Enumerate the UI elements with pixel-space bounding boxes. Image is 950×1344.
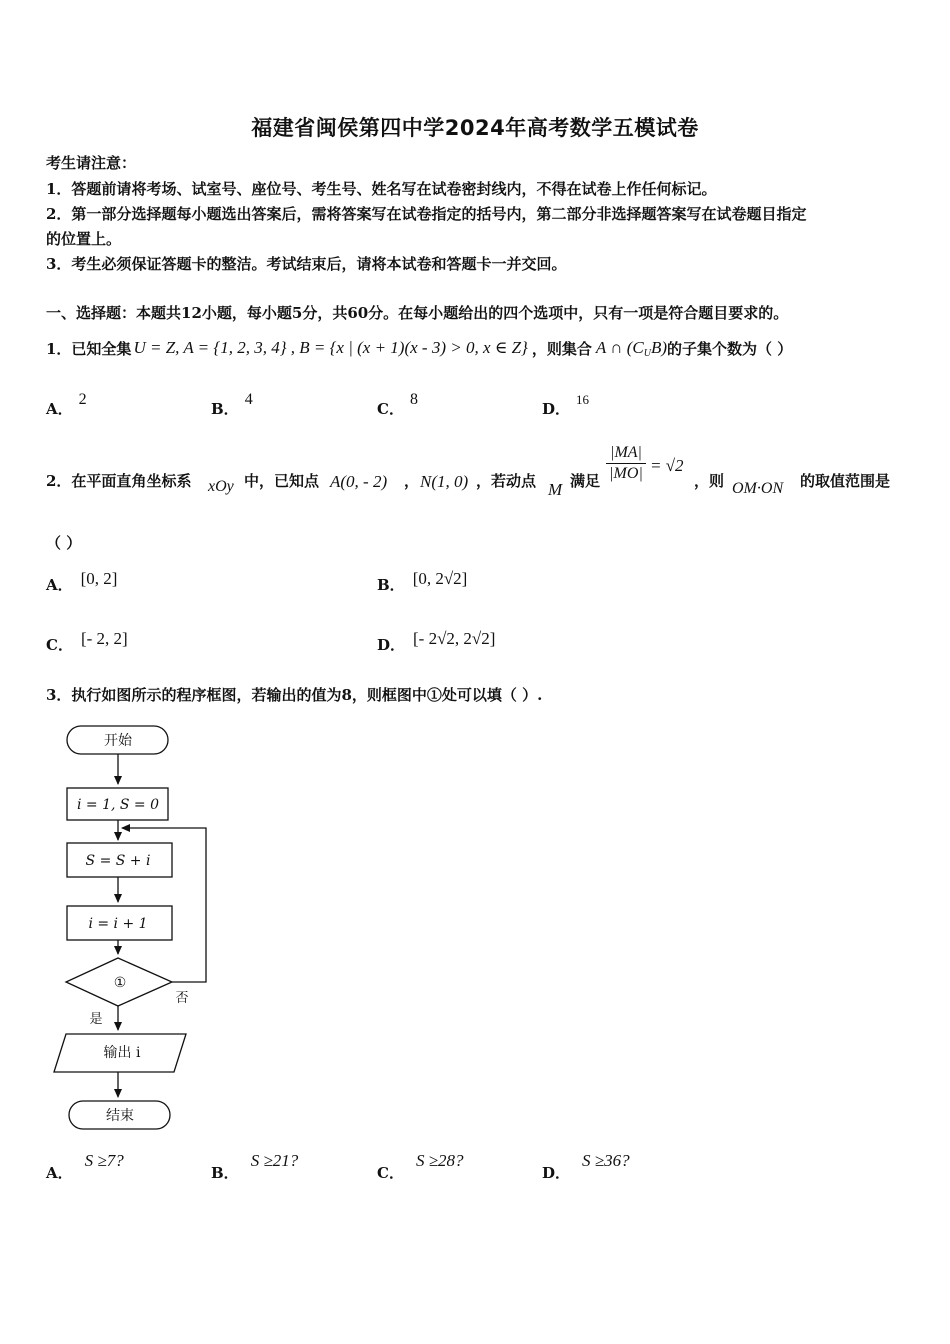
q2-prefix: 2．在平面直角坐标系 <box>46 472 192 490</box>
flow-step1-label: S = S + i <box>85 853 151 869</box>
q2-dot-product: OM·ON <box>732 480 784 497</box>
flow-start-label: 开始 <box>104 733 132 749</box>
q2-fraction-numerator: |MA| <box>606 444 646 464</box>
q2-option-d[interactable]: D． [- 2√2, 2√2] <box>377 629 496 654</box>
q2-point-a: A(0, - 2) <box>330 472 388 491</box>
flow-no-label: 否 <box>175 991 189 1006</box>
q2-text-1: 中，已知点 <box>244 472 320 490</box>
notice-item-3: 3．考生必须保证答题卡的整洁。考试结束后，请将本试卷和答题卡一并交回。 <box>46 255 567 273</box>
notice-item-1: 1．答题前请将考场、试室号、座位号、考生号、姓名写在试卷密封线内，不得在试卷上作任何标记。 <box>46 180 717 198</box>
q1-set-expr: A ∩ (C <box>595 338 644 357</box>
flow-output-label: 输出 i <box>103 1045 141 1061</box>
flow-yes-label: 是 <box>89 1012 103 1027</box>
q2-point-m: M <box>548 480 563 499</box>
question-3: 3．执行如图所示的程序框图，若输出的值为8，则框图中①处可以填（ ）. <box>46 686 543 704</box>
q2-text-3: 满足 <box>570 472 601 490</box>
q2-text-5: 的取值范围是 <box>800 472 891 490</box>
q2-option-a[interactable]: A． [0, 2] <box>46 569 118 594</box>
flow-step2-label: i = i + 1 <box>88 916 148 932</box>
q2-coord-system: xOy <box>208 478 234 495</box>
q1-option-c[interactable]: C．8 <box>377 391 418 418</box>
flow-loop-back <box>122 828 206 982</box>
q1-set-expr-end: B) <box>650 338 667 357</box>
q3-option-a[interactable]: A．S ≥7? <box>46 1151 124 1182</box>
q2-fraction-denominator: |MO| <box>609 465 643 482</box>
q3-option-c[interactable]: C．S ≥28? <box>377 1151 464 1182</box>
flow-init-label: i = 1, S = 0 <box>76 797 160 813</box>
q1-option-d[interactable]: D．16 <box>542 392 590 418</box>
q1-mid: ，则集合 <box>531 339 592 358</box>
flow-condition-label: ① <box>113 975 127 991</box>
q1-suffix: 的子集个数为（ ） <box>667 339 793 358</box>
q2-option-b[interactable]: B． [0, 2√2] <box>377 569 468 594</box>
notice-item-2: 2．第一部分选择题每小题选出答案后，需将答案写在试卷指定的括号内，第二部分非选择题答案写在试卷题目指定 <box>46 205 807 223</box>
q2-point-n: N(1, 0) <box>420 472 469 491</box>
q3-option-d[interactable]: D．S ≥36? <box>542 1151 630 1182</box>
section-heading: 一、选择题：本题共12小题，每小题5分，共60分。在每小题给出的四个选项中，只有一项是符合题目要求的。 <box>46 304 789 322</box>
q2-text-4: ，则 <box>694 472 725 490</box>
flow-end-label: 结束 <box>106 1108 134 1124</box>
q1-option-b[interactable]: B．4 <box>211 391 253 418</box>
page-title: 福建省闽侯第四中学2024年高考数学五模试卷 <box>251 116 699 140</box>
q2-answer-paren: （ ） <box>46 534 82 552</box>
q1-prefix: 1．已知全集 <box>46 339 132 358</box>
q2-comma: ， <box>404 472 420 490</box>
q2-option-c[interactable]: C． [- 2, 2] <box>46 629 128 654</box>
notice-heading: 考生请注意： <box>46 154 137 172</box>
q1-option-a[interactable]: A．2 <box>46 391 87 418</box>
q2-ratio-value: = √2 <box>650 456 684 475</box>
q2-text-2: ，若动点 <box>476 472 537 490</box>
q1-sets: U = Z, A = {1, 2, 3, 4} , B = {x | (x + 1)(x - 3) > 0, x ∈ Z} <box>133 338 528 357</box>
q1-set-sub: U <box>643 347 651 359</box>
q3-option-b[interactable]: B．S ≥21? <box>211 1151 299 1182</box>
notice-item-2-cont: 的位置上。 <box>46 230 122 248</box>
